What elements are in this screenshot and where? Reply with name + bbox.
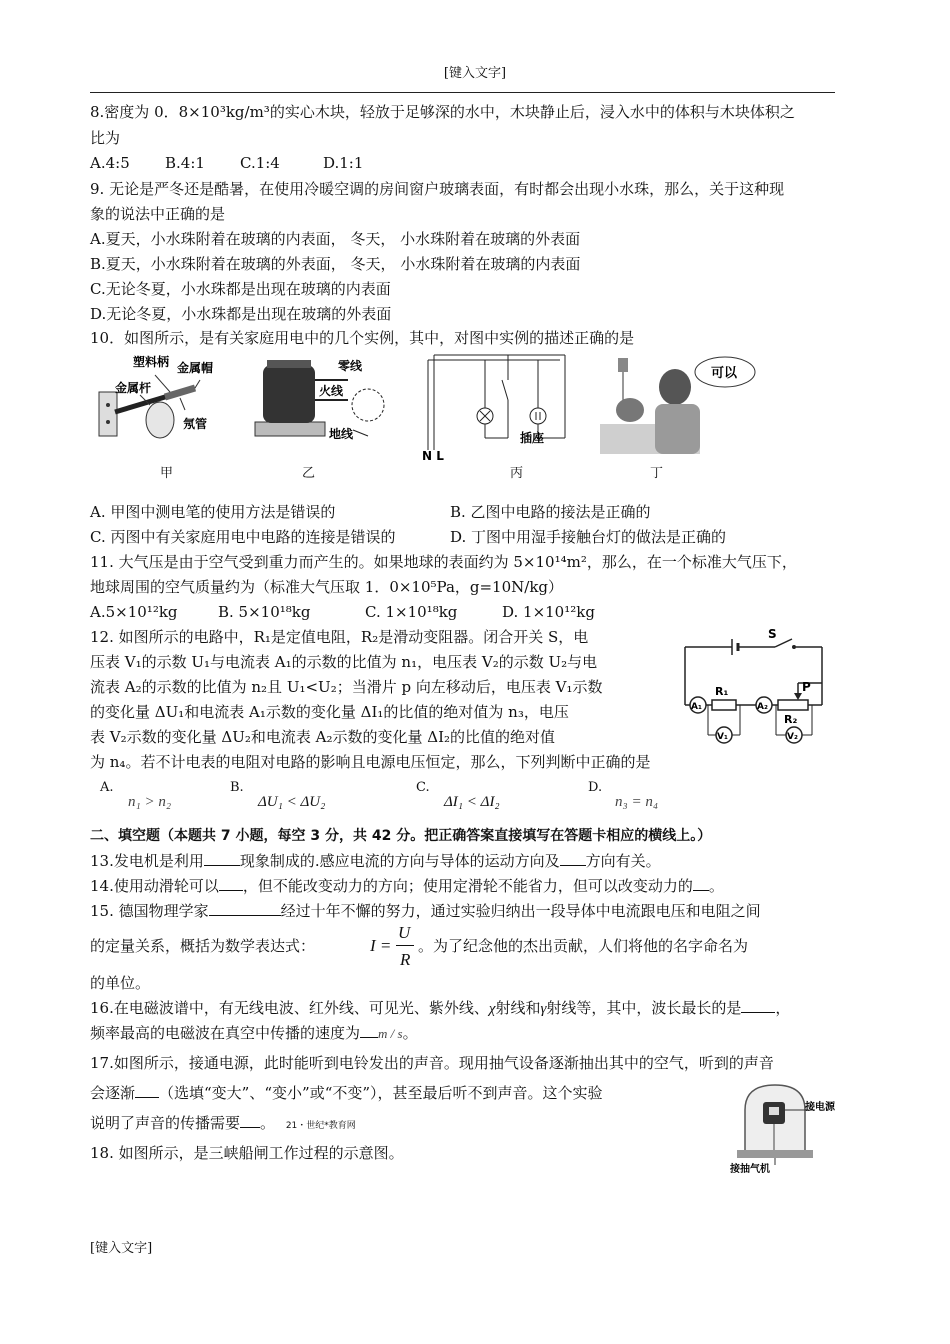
q13-text-b: 现象制成的.感应电流的方向与导体的运动方向及 <box>239 852 560 870</box>
q12-option-c-letter: C. <box>416 780 430 795</box>
q16-text-b: 射线和 <box>495 999 541 1017</box>
q10-stem: 10．如图所示，是有关家庭用电中的几个实例，其中，对图中实例的描述正确的是 <box>90 329 635 347</box>
wall-outlet <box>618 358 628 372</box>
q10-fig-bing-caption: 丙 <box>510 466 524 481</box>
q12-option-d-letter: D. <box>588 780 603 795</box>
q16-blank-1[interactable] <box>741 998 775 1013</box>
q13-blank-2[interactable] <box>560 851 586 866</box>
label-neutral: 零线 <box>338 359 363 373</box>
label-s: S <box>768 627 777 641</box>
q17-text-c: （选填“变大”、“变小”或“不变”），甚至最后听不到声音。这个实验 <box>159 1084 603 1102</box>
q12-circuit-diagram <box>680 625 830 750</box>
person-body <box>655 404 700 454</box>
q11-option-b: B. 5×10¹⁸kg <box>218 603 311 621</box>
q16-unit: m / s <box>378 1026 403 1041</box>
label-r2: R₂ <box>784 713 798 726</box>
resistor-r1 <box>712 700 736 710</box>
q11-option-a: A.5×10¹²kg <box>90 603 178 621</box>
q15-blank-1[interactable] <box>209 901 281 916</box>
person-head <box>659 369 691 405</box>
q10-fig-jia-test-pen <box>95 350 230 455</box>
q12-line2: 压表 V₁的示数 U₁与电流表 A₁的示数的比值为 n₁，电压表 V₂的示数 U₂与电 <box>90 653 598 671</box>
q15-line1 <box>90 901 761 921</box>
q12-option-c-math: ΔI₁ < ΔI₂ <box>444 794 500 810</box>
q10-fig-bing-circuit <box>420 350 570 460</box>
q16-text-d: ， <box>775 999 791 1017</box>
q15-formula-num: U <box>398 923 411 942</box>
q17-bell-jar-figure <box>725 1080 840 1175</box>
label-cap: 金属帽 <box>177 361 214 375</box>
q15-text-a: 15. 德国物理学家 <box>90 902 209 920</box>
q17-watermark: 21・世纪*教育网 <box>285 1121 356 1131</box>
q17-text-e: 。 <box>260 1114 276 1132</box>
desk-lamp-icon <box>616 398 644 422</box>
header-rule <box>90 92 835 93</box>
label-handle: 塑料柄 <box>133 355 170 369</box>
hand-icon <box>146 402 174 438</box>
label-power: 接电源 <box>805 1102 835 1113</box>
q9-option-b: B.夏天，小水珠附着在玻璃的外表面， 冬天， 小水珠附着在玻璃的内表面 <box>90 255 581 273</box>
speech-text: 可以 <box>711 366 738 381</box>
q9-option-a: A.夏天，小水珠附着在玻璃的内表面， 冬天， 小水珠附着在玻璃的外表面 <box>90 230 581 248</box>
q12-line3: 流表 A₂的示数的比值为 n₂且 U₁<U₂；当滑片 p 向左移动后，电压表 V₁示数 <box>90 678 603 696</box>
q16-gamma: γ <box>540 1001 547 1017</box>
q14-blank-1[interactable] <box>219 876 243 891</box>
q11-option-c: C. 1×10¹⁸kg <box>365 603 458 621</box>
rheostat-r2 <box>778 700 808 710</box>
label-a1: A₁ <box>691 702 702 712</box>
label-socket: 插座 <box>520 431 545 445</box>
q10-fig-ding-lamp <box>600 352 760 457</box>
q17-blank-1[interactable] <box>135 1083 159 1098</box>
q13-text-c: 方向有关。 <box>585 852 661 870</box>
q9-option-d: D.无论冬夏，小水珠都是出现在玻璃的外表面 <box>90 305 392 323</box>
label-ground: 地线 <box>329 427 354 441</box>
q15-line2 <box>90 936 315 956</box>
q16-blank-2[interactable] <box>360 1023 378 1038</box>
q10-fig-ding-caption: 丁 <box>650 466 664 481</box>
q15-fraction-bar <box>396 945 414 946</box>
label-p: P <box>802 680 811 694</box>
q16-chi: χ <box>488 1001 496 1017</box>
q11-line1: 11. 大气压是由于空气受到重力而产生的。如果地球的表面约为 5×10¹⁴m²，那么，在一个标准大气压下， <box>90 553 797 571</box>
q11-option-d: D. 1×10¹²kg <box>502 603 595 621</box>
label-rod: 金属杆 <box>115 381 152 395</box>
q13-text-a: 13.发电机是利用 <box>90 852 204 870</box>
label-v1: V₁ <box>717 732 728 742</box>
q17-blank-2[interactable] <box>240 1113 260 1128</box>
q15-text-c: 的定量关系，概括为数学表达式： <box>90 937 316 955</box>
q15-text-e: 的单位。 <box>90 974 151 992</box>
q13-blank-1[interactable] <box>204 851 240 866</box>
q9-line1: 9. 无论是严冬还是酷暑，在使用冷暖空调的房间窗户玻璃表面，有时都会出现小水珠，那么，关于这种现 <box>90 180 785 198</box>
q10-option-c: C. 丙图中有关家庭用电中电路的连接是错误的 <box>90 528 396 546</box>
label-a2: A₂ <box>757 702 768 712</box>
switch-s <box>775 639 792 647</box>
q8-option-c: C.1:4 <box>240 154 280 172</box>
label-pump: 接抽气机 <box>730 1164 770 1175</box>
label-live: 火线 <box>319 384 344 398</box>
q17-text-d: 说明了声音的传播需要 <box>90 1114 241 1132</box>
q12-option-a-letter: A. <box>100 780 114 795</box>
q12-option-d-math: n₃ = n₄ <box>615 794 659 810</box>
q15-formula-den: R <box>400 950 411 969</box>
q15-text-b: 经过十年不懈的努力，通过实验归纳出一段导体中电流跟电压和电阻之间 <box>280 902 761 920</box>
q12-option-a-math: n₁ > n₂ <box>128 794 172 810</box>
q12-option-b-letter: B. <box>230 780 244 795</box>
q8-option-d: D.1:1 <box>323 154 364 172</box>
q17-line2 <box>90 1083 603 1103</box>
q16-text-e: 频率最高的电磁波在真空中传播的速度为 <box>90 1024 361 1042</box>
q10-option-b: B. 乙图中电路的接法是正确的 <box>450 503 651 521</box>
q14-text-c: 。 <box>708 877 724 895</box>
q16-text-c: 射线等，其中，波长最长的是 <box>546 999 742 1017</box>
q16-line2 <box>90 1023 418 1044</box>
q15-formula-lhs: I = <box>370 936 392 955</box>
q10-option-d: D. 丁图中用湿手接触台灯的做法是正确的 <box>450 528 727 546</box>
q8-option-b: B.4:1 <box>165 154 205 172</box>
q14-blank-2[interactable] <box>693 876 709 891</box>
page-footer: [键入文字] <box>90 1241 153 1256</box>
q12-line6: 为 n₄。若不计电表的电阻对电路的影响且电源电压恒定，那么，下列判断中正确的是 <box>90 753 651 771</box>
q8-line1: 8.密度为 0．8×10³kg/m³的实心木块，轻放于足够深的水中，木块静止后，浸入水中的体积与木块体积之 <box>90 103 795 121</box>
q15-text-d: 。为了纪念他的杰出贡献，人们将他的名字命名为 <box>418 937 749 955</box>
q17-line1: 17.如图所示，接通电源，此时能听到电铃发出的声音。现用抽气设备逐渐抽出其中的空气，听到的声音 <box>90 1054 774 1072</box>
q11-line2: 地球周围的空气质量约为（标准大气压取 1．0×10⁵Pa，g=10N/kg） <box>90 578 564 596</box>
q14-line <box>90 876 724 896</box>
q9-option-c: C.无论冬夏，小水珠都是出现在玻璃的内表面 <box>90 280 391 298</box>
label-v2: V₂ <box>787 732 798 742</box>
section2-title: 二、填空题（本题共 7 小题，每空 3 分，共 42 分。把正确答案直接填写在答题卡相应的横线上。） <box>90 828 712 844</box>
label-tube: 氖管 <box>183 417 208 431</box>
socket-icon <box>530 408 546 424</box>
q12-line4: 的变化量 ΔU₁和电流表 A₁示数的变化量 ΔI₁的比值的绝对值为 n₃，电压 <box>90 703 569 721</box>
q16-line1 <box>90 998 790 1019</box>
q18-text: 18. 如图所示，是三峡船闸工作过程的示意图。 <box>90 1144 404 1162</box>
label-nl: N L <box>422 449 444 460</box>
q16-text-a: 16.在电磁波谱中，有无线电波、红外线、可见光、紫外线、 <box>90 999 489 1017</box>
label-r1: R₁ <box>715 685 729 698</box>
wall-socket <box>99 392 117 436</box>
page-header: [键入文字] <box>443 66 507 81</box>
q14-text-b: ，但不能改变动力的方向；使用定滑轮不能省力，但可以改变动力的 <box>242 877 693 895</box>
q10-fig-yi-appliance <box>253 350 393 445</box>
q10-fig-yi-caption: 乙 <box>302 466 316 481</box>
q8-line2: 比为 <box>90 129 121 147</box>
q17-text-b: 会逐渐 <box>90 1084 136 1102</box>
q17-line3 <box>90 1113 356 1136</box>
q9-line2: 象的说法中正确的是 <box>90 205 226 223</box>
q12-option-b-math: ΔU₁ < ΔU₂ <box>258 794 326 810</box>
q14-text-a: 14.使用动滑轮可以 <box>90 877 219 895</box>
q12-line1: 12. 如图所示的电路中，R₁是定值电阻，R₂是滑动变阻器。闭合开关 S，电 <box>90 628 589 646</box>
q10-fig-jia-caption: 甲 <box>160 466 174 481</box>
q13-line <box>90 851 661 871</box>
q8-option-a: A.4:5 <box>90 154 130 172</box>
q12-line5: 表 V₂示数的变化量 ΔU₂和电流表 A₂示数的变化量 ΔI₂的比值的绝对值 <box>90 728 556 746</box>
slider-p <box>794 693 802 700</box>
kettle-icon <box>263 365 315 423</box>
q10-option-a: A. 甲图中测电笔的使用方法是错误的 <box>90 503 336 521</box>
q16-text-f: 。 <box>402 1024 418 1042</box>
